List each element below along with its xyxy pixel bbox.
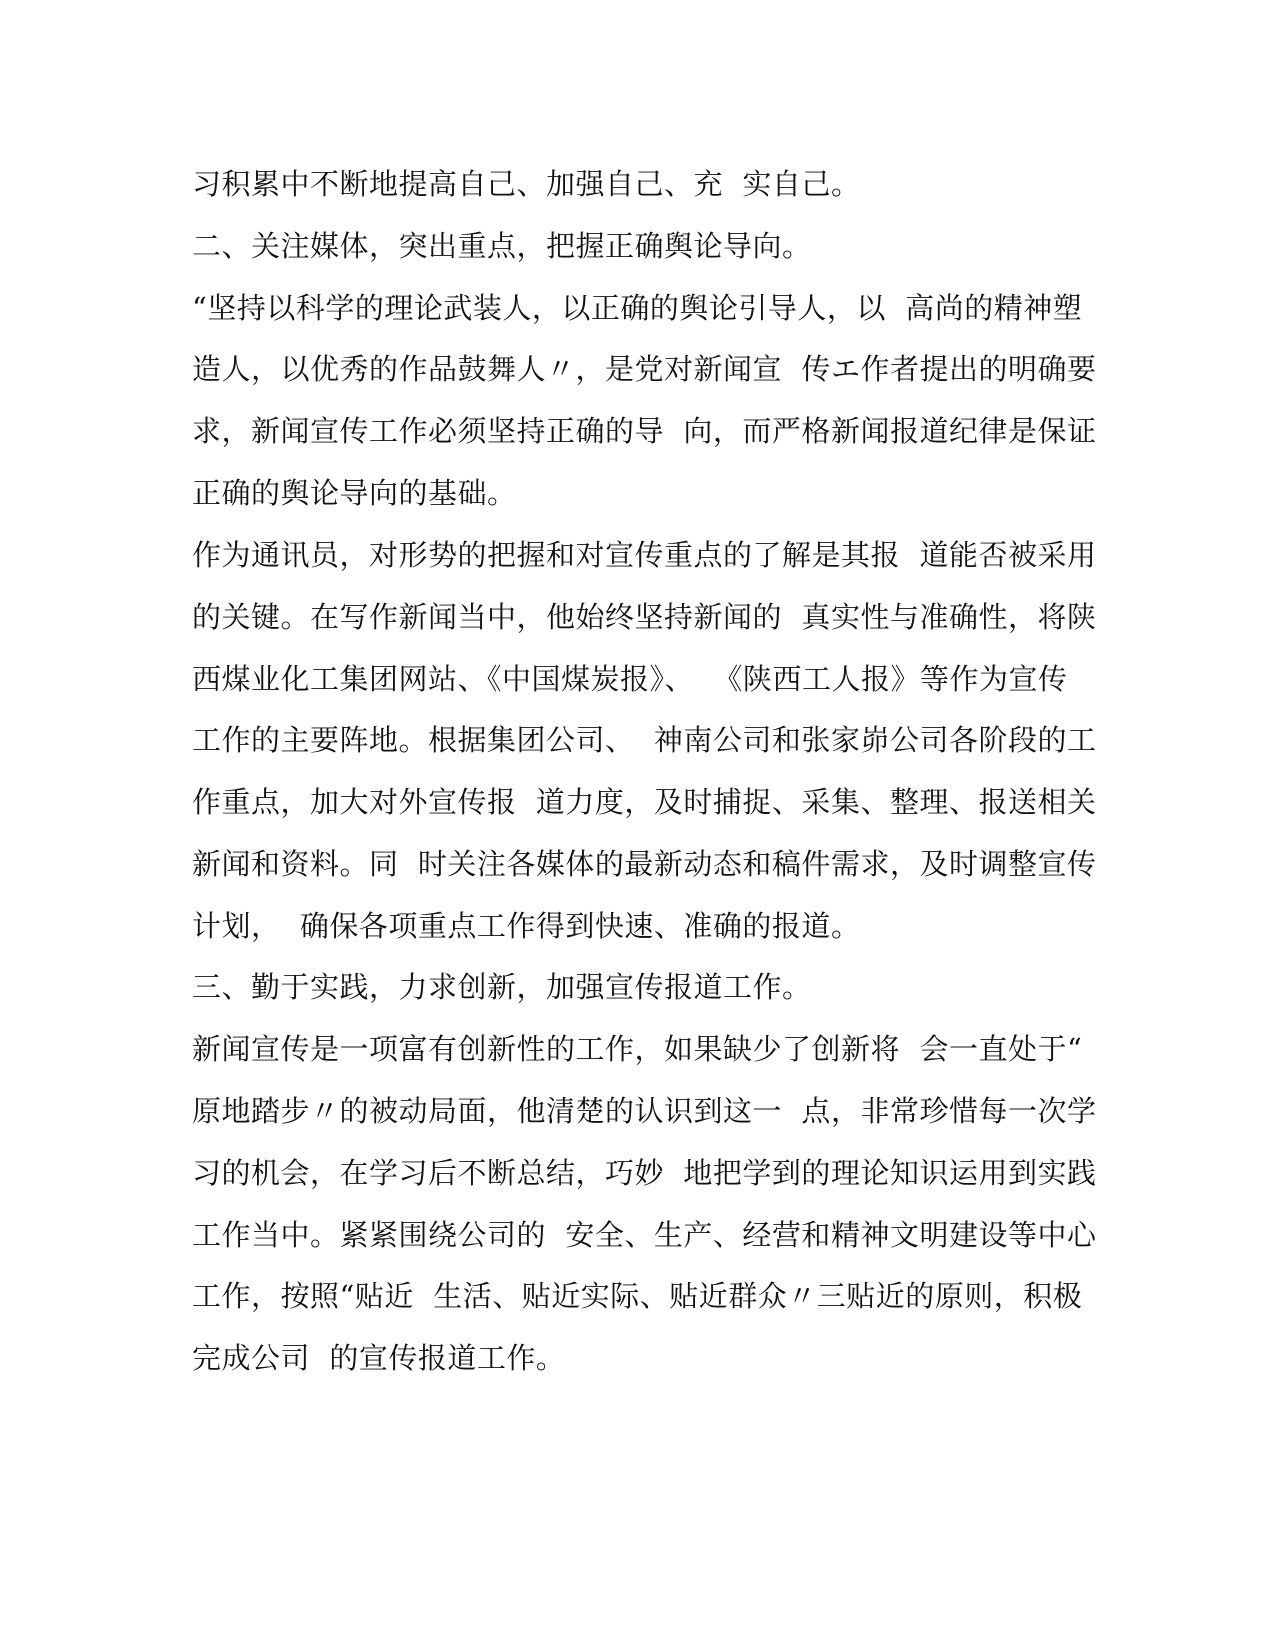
text-line: 求，新闻宣传工作必须坚持正确的导 向，而严格新闻报道纪律是保证 [192,414,1097,448]
text-line: 作为通讯员，对形势的把握和对宣传重点的了解是其报 道能否被采用 [192,538,1097,572]
text-line: 计划， 确保各项重点工作得到快速、准确的报道。 [192,909,861,943]
section-heading: 三、勤于实践，力求创新，加强宣传报道工作。 [192,970,812,1004]
text-line: “坚持以科学的理论武装人，以正确的舆论引导人，以 高尚的精神塑 [192,291,1083,325]
text-line: 完成公司 的宣传报道工作。 [192,1341,566,1375]
text-line: 原地踏步〃的被动局面，他清楚的认识到这一 点，非常珍惜每一次学 [192,1094,1097,1128]
text-line: 工作的主要阵地。根据集团公司、 神南公司和张家峁公司各阶段的工 [192,723,1097,757]
text-line: 作重点，加大对外宣传报 道力度，及时捕捉、采集、整理、报送相关 [192,785,1097,819]
text-line: 的关键。在写作新闻当中，他始终坚持新闻的 真实性与准确性，将陕 [192,600,1097,634]
text-line: 工作，按照“贴近 生活、贴近实际、贴近群众〃三贴近的原则，积极 [192,1279,1083,1313]
text-line: 造人，以优秀的作品鼓舞人〃，是党对新闻宣 传エ作者提出的明确要 [192,352,1097,386]
text-line: 新闻宣传是一项富有创新性的工作，如果缺少了创新将 会一直处于“ [192,1032,1083,1066]
section-heading: 二、关注媒体，突出重点，把握正确舆论导向。 [192,229,812,263]
text-line: 工作当中。紧紧围绕公司的 安全、生产、经营和精神文明建设等中心 [192,1218,1097,1252]
text-line: 西煤业化工集团网站、《中国煤炭报》、 《陕西工人报》等作为宣传 [192,662,1068,696]
text-line: 习的机会，在学习后不断总结，巧妙 地把学到的理论知识运用到实践 [192,1156,1097,1190]
text-line: 新闻和资料。同 时关注各媒体的最新动态和稿件需求，及时调整宣传 [192,847,1097,881]
text-line: 正确的舆论导向的基础。 [192,476,517,510]
text-line: 习积累中不断地提高自己、加强自己、充 实自己。 [192,167,861,201]
